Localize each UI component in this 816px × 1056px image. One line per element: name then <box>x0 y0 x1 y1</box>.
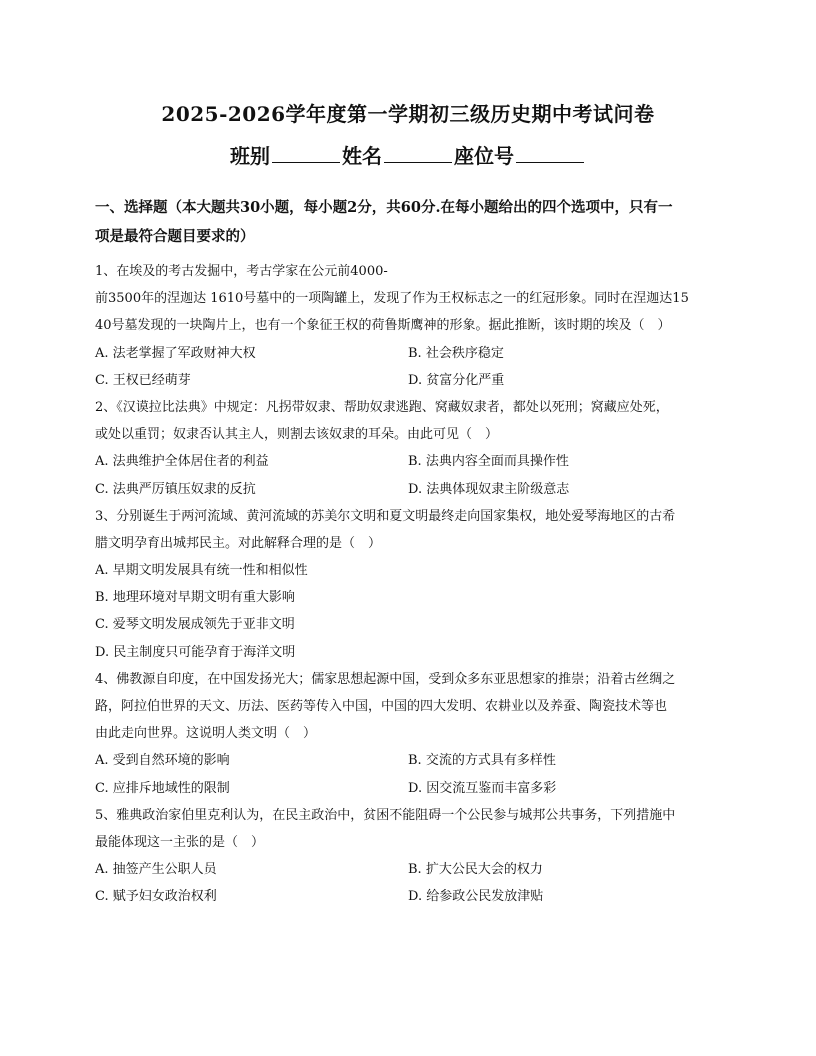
question-text: 5、雅典政治家伯里克利认为，在民主政治中，贫困不能阻碍一个公民参与城邦公共事务，下列措施中 <box>95 807 676 823</box>
option-b[interactable]: B. 地理环境对早期文明有重大影响 <box>95 590 295 606</box>
exam-title: 2025-2026学年度第一学期初三级历史期中考试问卷 <box>161 102 655 126</box>
seat-label: 座位号 <box>454 144 514 168</box>
option-c[interactable]: C. 应排斥地域性的限制 <box>95 780 230 796</box>
option-d[interactable]: D. 给参政公民发放津贴 <box>408 889 544 905</box>
option-d[interactable]: D. 贫富分化严重 <box>408 372 505 388</box>
option-a[interactable]: A. 受到自然环境的影响 <box>95 753 230 769</box>
option-row <box>95 476 725 503</box>
option-row <box>95 856 725 883</box>
option-row <box>95 448 725 475</box>
question-text: 路，阿拉伯世界的天文、历法、医药等传入中国，中国的四大发明、农耕业以及养蚕、陶瓷技术等也 <box>95 699 668 714</box>
question-text: 腊文明孕育出城邦民主。对此解释合理的是（ ） <box>95 535 382 551</box>
question-4 <box>95 666 725 802</box>
option-row <box>95 747 725 774</box>
option-b[interactable]: B. 交流的方式具有多样性 <box>408 753 556 769</box>
questions <box>95 258 725 911</box>
option-a[interactable]: A. 法典维护全体居住者的利益 <box>95 454 269 470</box>
question-text: 2、《汉谟拉比法典》中规定：凡拐带奴隶、帮助奴隶逃跑、窝藏奴隶者，都处以死刑；窝藏应处死， <box>95 399 669 415</box>
section-heading-line: 项是最符合题目要求的） <box>95 228 255 245</box>
name-blank[interactable] <box>384 144 452 163</box>
question-text: 1、在埃及的考古发掘中，考古学家在公元前4000- <box>95 264 388 279</box>
option-row <box>95 340 725 367</box>
option-c[interactable]: C. 赋予妇女政治权利 <box>95 889 217 905</box>
option-a[interactable]: A. 法老掌握了军政财神大权 <box>95 345 256 361</box>
option-d[interactable]: D. 民主制度只可能孕育于海洋文明 <box>95 644 296 660</box>
option-c[interactable]: C. 王权已经萌芽 <box>95 372 191 388</box>
question-2 <box>95 394 725 503</box>
student-info-line <box>0 140 816 169</box>
option-d[interactable]: D. 因交流互鉴而丰富多彩 <box>408 780 557 796</box>
question-text: 3、分别诞生于两河流域、黄河流域的苏美尔文明和夏文明最终走向国家集权，地处爱琴海地区的古希 <box>95 508 676 524</box>
seat-blank[interactable] <box>516 144 584 163</box>
option-row <box>95 367 725 394</box>
option-b[interactable]: B. 社会秩序稳定 <box>408 345 504 361</box>
section-heading <box>95 193 725 251</box>
option-a[interactable]: A. 抽签产生公职人员 <box>95 862 217 878</box>
question-3 <box>95 503 725 666</box>
question-5 <box>95 802 725 911</box>
option-c[interactable]: C. 爱琴文明发展成领先于亚非文明 <box>95 617 295 633</box>
question-1 <box>95 258 725 394</box>
option-row <box>95 775 725 802</box>
question-text: 前3500年的涅迦达 1610号墓中的一项陶罐上，发现了作为王权标志之一的红冠形象。同时在涅迦达15 <box>95 291 689 307</box>
class-label: 班别 <box>230 144 270 168</box>
section-heading-line: 一、选择题（本大题共30小题，每小题2分，共60分.在每小题给出的四个选项中，只有一 <box>95 199 673 216</box>
option-a[interactable]: A. 早期文明发展具有统一性和相似性 <box>95 563 308 579</box>
name-label: 姓名 <box>342 144 382 168</box>
option-b[interactable]: B. 法典内容全面而具操作性 <box>408 454 569 470</box>
question-text: 40号墓发现的一块陶片上，也有一个象征王权的荷鲁斯鹰神的形象。据此推断，该时期的埃及（ ） <box>95 318 671 334</box>
option-row <box>95 883 725 910</box>
question-text: 最能体现这一主张的是（ ） <box>95 834 265 850</box>
option-c[interactable]: C. 法典严厉镇压奴隶的反抗 <box>95 481 256 497</box>
option-b[interactable]: B. 扩大公民大会的权力 <box>408 862 543 878</box>
question-text: 4、佛教源自印度，在中国发扬光大；儒家思想起源中国，受到众多东亚思想家的推崇；沿着古丝绸之 <box>95 671 676 687</box>
question-text: 或处以重罚；奴隶否认其主人，则割去该奴隶的耳朵。由此可见（ ） <box>95 427 499 443</box>
question-text: 由此走向世界。这说明人类文明（ ） <box>95 726 317 742</box>
class-blank[interactable] <box>272 144 340 163</box>
option-d[interactable]: D. 法典体现奴隶主阶级意志 <box>408 481 570 497</box>
